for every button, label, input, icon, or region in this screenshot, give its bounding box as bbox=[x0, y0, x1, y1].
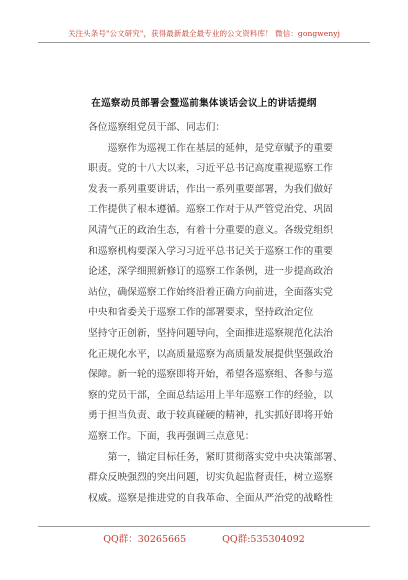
body-line: 第一，锚定目标任务，紧盯贯彻落实党中央决策部署、 bbox=[88, 451, 343, 463]
footer-qq-group-1: QQ群：30265665 bbox=[103, 534, 187, 545]
body-line: 化正规化水平，以高质量巡察为高质量发展提供坚强政治 bbox=[88, 348, 333, 360]
body-line: 站位，确保巡察工作始终沿着正确方向前进，全面落实党 bbox=[88, 286, 333, 298]
document-title: 在巡察动员部署会暨巡前集体谈话会议上的讲话提纲 bbox=[91, 98, 317, 109]
body-line: 保障。新一轮的巡察即将开始，希望各巡察组、各参与巡 bbox=[88, 369, 333, 381]
body-line: 论述，深学细照新修订的巡察工作条例，进一步提高政治 bbox=[88, 266, 333, 278]
body-line: 察的党员干部，全面总结运用上半年巡察工作的经验，以 bbox=[88, 389, 333, 401]
footer-qq-group-2: QQ群:535304092 bbox=[222, 534, 305, 545]
footer-divider bbox=[38, 526, 370, 527]
header-notice: 关注头条号"公文研究"，获得最新最全最专业的公文资料库！ 微信：gongwenyj bbox=[67, 29, 341, 38]
body-line: 群众反映强烈的突出问题，切实负起监督责任，树立巡察 bbox=[88, 472, 333, 484]
body-line: 中央和省委关于巡察工作的部署要求，坚持政治定位 bbox=[88, 307, 314, 319]
body-line: 勇于担当负责、敢于较真碰硬的精神，扎实抓好即将开始 bbox=[88, 410, 333, 422]
body-line: 巡察工作。下面，我再强调三点意见： bbox=[88, 430, 255, 442]
header-divider bbox=[38, 42, 370, 43]
body-line: 工作提供了根本遵循。巡察工作对于从严管党治党、巩固 bbox=[88, 204, 333, 216]
document-body bbox=[88, 118, 344, 509]
body-line: 各位巡察组党员干部、同志们： bbox=[88, 122, 226, 133]
body-line: 职责。党的十八大以来，习近平总书记高度重视巡察工作 bbox=[88, 163, 333, 175]
footer-contacts bbox=[0, 531, 408, 545]
body-line: 坚持守正创新，坚持问题导向，全面推进巡察规范化法治 bbox=[88, 327, 333, 339]
body-line: 发表一系列重要讲话，作出一系列重要部署，为我们做好 bbox=[88, 183, 333, 195]
body-line: 和巡察机构要深入学习习近平总书记关于巡察工作的重要 bbox=[88, 245, 333, 257]
body-line: 风清气正的政治生态，有着十分重要的意义。各级党组织 bbox=[88, 224, 333, 236]
body-line: 权威。巡察是推进党的自我革命、全面从严治党的战略性 bbox=[88, 492, 333, 504]
body-line: 巡察作为巡视工作在基层的延伸，是党章赋予的重要 bbox=[88, 142, 333, 154]
